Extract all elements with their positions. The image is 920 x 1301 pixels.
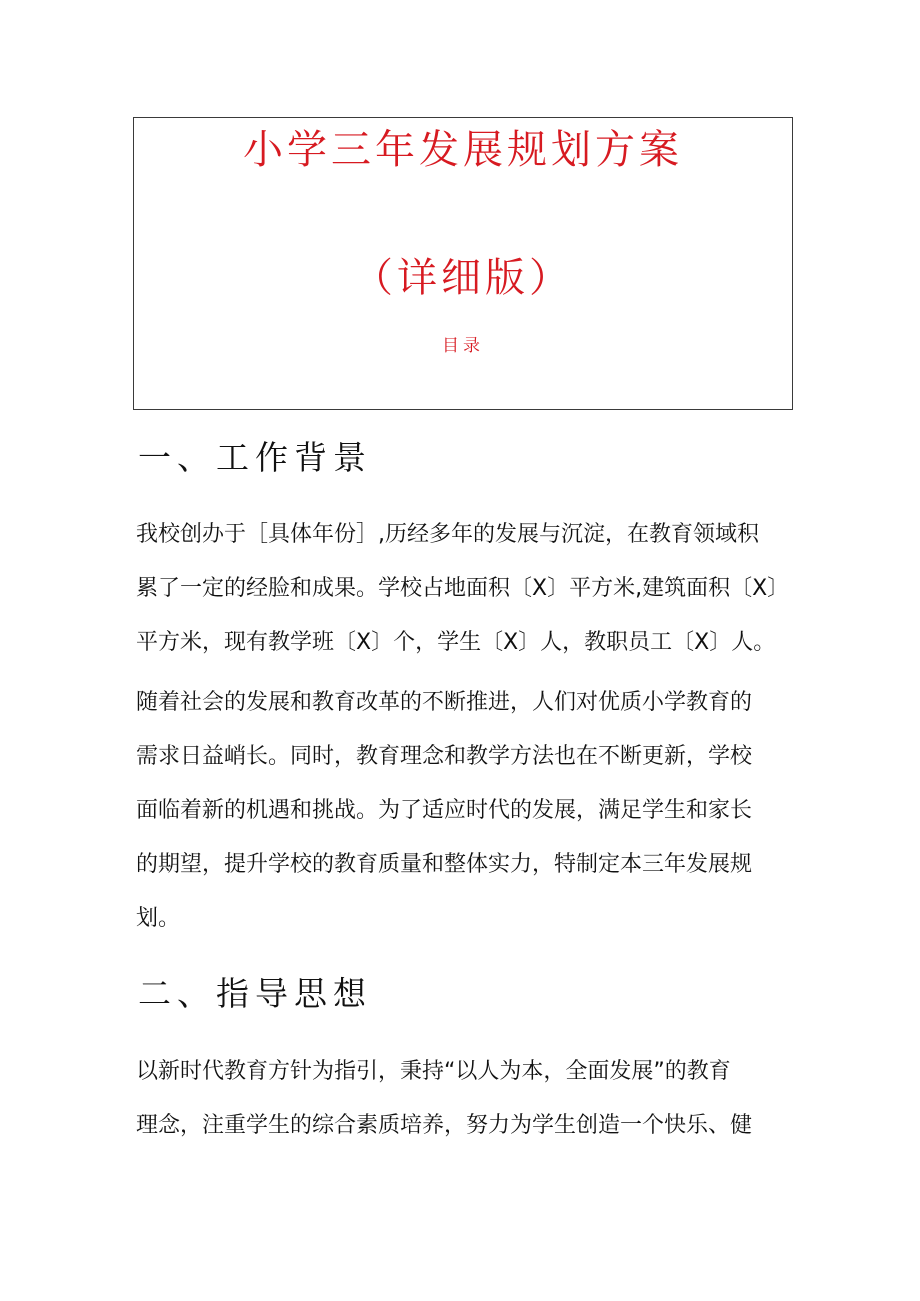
document-title: 小学三年发展规划方案	[243, 127, 683, 173]
paragraph-line: 累了一定的经脸和成果。学校占地面积〔X〕平方米,建筑面积〔X〕	[136, 576, 790, 601]
paragraph-line: 平方米，现有教学班〔X〕个，学生〔X〕人，教职员工〔X〕人。	[136, 630, 776, 655]
paragraph-line: 需求日益峭长。同时，教育理念和教学方法也在不断更新，学校	[136, 744, 753, 769]
paragraph-line: 理念，注重学生的综合素质培养，努力为学生创造一个快乐、健	[136, 1113, 753, 1138]
cover-box	[133, 117, 793, 410]
background-paragraph-1	[136, 508, 796, 670]
table-of-contents-label[interactable]: 目录	[442, 336, 484, 356]
section-heading-guiding-ideology: 二、指导思想	[138, 974, 372, 1013]
document-subtitle: （详细版）	[353, 255, 573, 301]
paragraph-line: 划。	[136, 906, 181, 931]
paragraph-line: 随着社会的发展和教育改革的不断推进，人们对优质小学教育的	[136, 690, 753, 715]
paragraph-line: 面临着新的机遇和挑战。为了适应时代的发展，满足学生和家长	[136, 798, 753, 823]
paragraph-line: 我校创办于［具体年份］,历经多年的发展与沉淀，在教育领域积	[136, 522, 759, 547]
section-heading-background: 一、工作背景	[138, 438, 372, 477]
paragraph-line: 以新时代教育方针为指引，秉持“以人为本，全面发展”的教育	[136, 1059, 731, 1084]
paragraph-line: 的期望，提升学校的教育质量和整体实力，特制定本三年发展规	[136, 852, 753, 877]
background-paragraph-2	[136, 676, 796, 946]
guiding-ideology-paragraph-1	[136, 1045, 796, 1153]
